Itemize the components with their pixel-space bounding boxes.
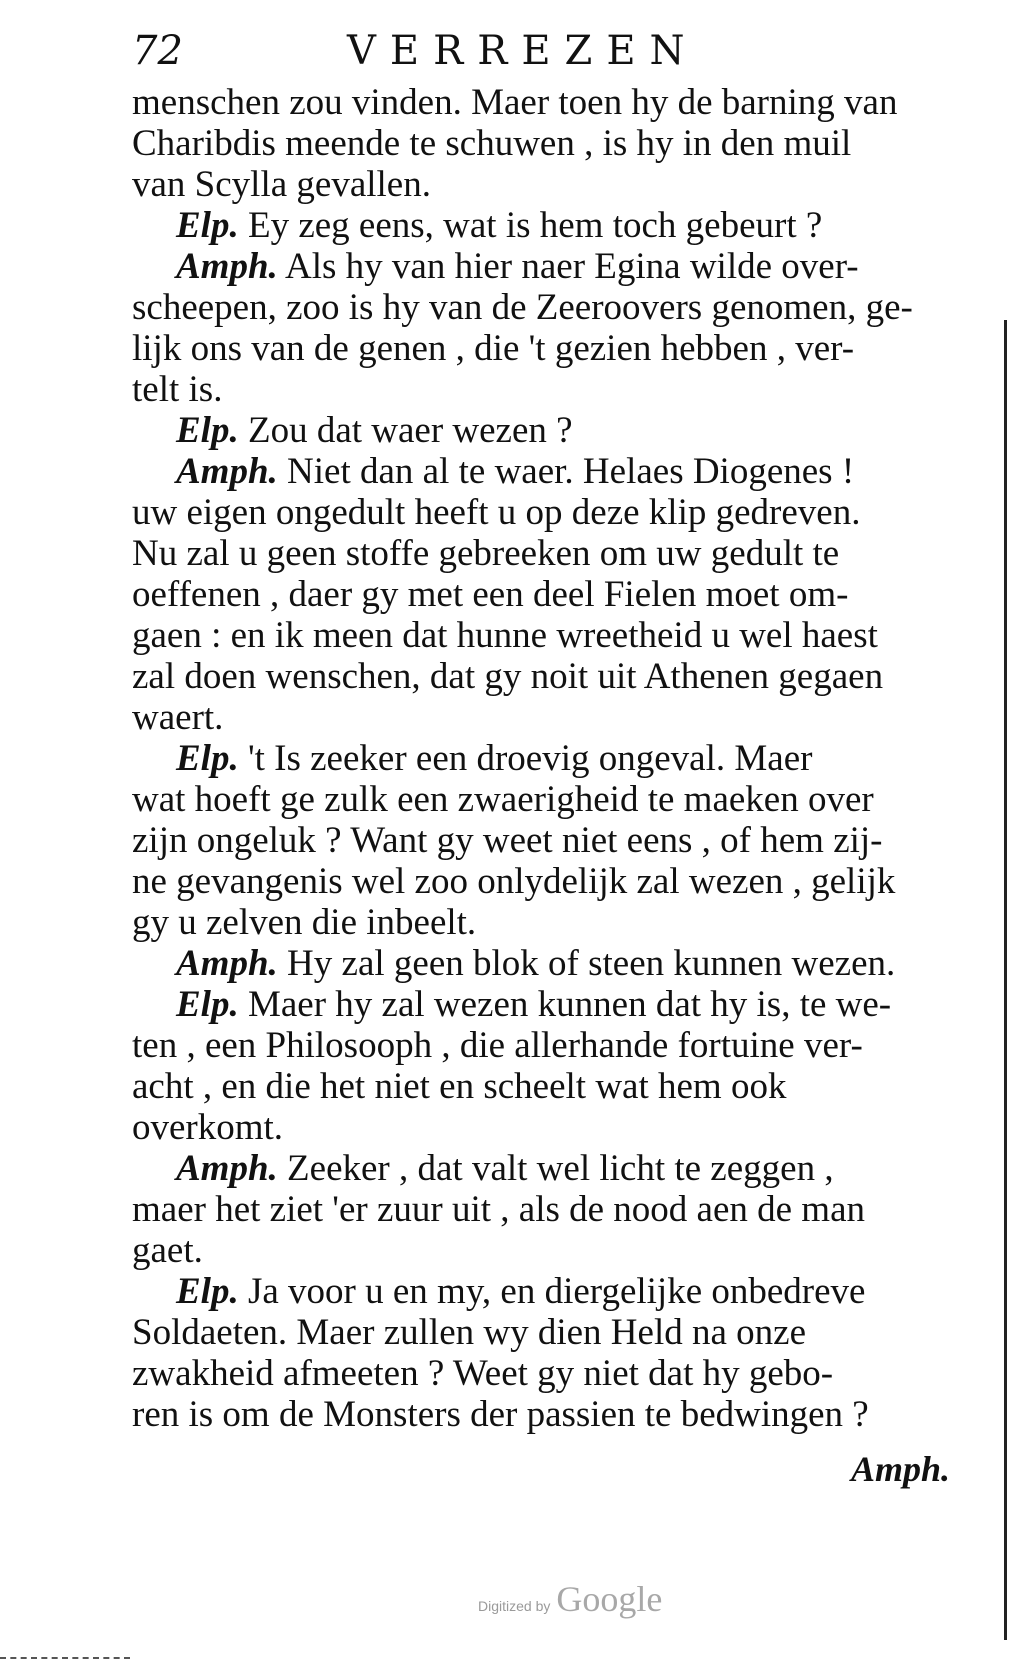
- text-line: Elp. Ja voor u en my, en diergelijke onbedreve: [176, 1271, 866, 1312]
- speaker-label: Elp.: [176, 410, 239, 451]
- speaker-label: Amph.: [176, 451, 278, 492]
- text-line: ren is om de Monsters der passien te bedwingen ?: [132, 1394, 869, 1435]
- speaker-label: Elp.: [176, 738, 239, 779]
- text-line: telt is.: [132, 369, 223, 410]
- text-line: Soldaeten. Maer zullen wy dien Held na onze: [132, 1312, 806, 1353]
- text-line: gy u zelven die inbeelt.: [132, 902, 477, 943]
- text-line: gaet.: [132, 1230, 203, 1271]
- page-edge-rule: [1004, 320, 1007, 1640]
- text-line: uw eigen ongedult heeft u op deze klip gedreven.: [132, 492, 861, 533]
- text-line: Amph. Als hy van hier naer Egina wilde over-: [176, 246, 859, 287]
- text-line: Elp. Zou dat waer wezen ?: [176, 410, 573, 451]
- text-line: wat hoeft ge zulk een zwaerigheid te maeken over: [132, 779, 874, 820]
- speaker-label: Amph.: [176, 1148, 278, 1189]
- running-title: VERREZEN: [347, 28, 699, 74]
- text-line: ne gevangenis wel zoo onlydelijk zal wezen , gelijk: [132, 861, 896, 902]
- text-line: lijk ons van de genen , die 't gezien hebben , ver-: [132, 328, 855, 369]
- text-line: Elp. Maer hy zal wezen kunnen dat hy is, te we-: [176, 984, 892, 1025]
- text-line: Elp. Ey zeg eens, wat is hem toch gebeurt ?: [176, 205, 823, 246]
- text-line: Elp. 't Is zeeker een droevig ongeval. Maer: [176, 738, 813, 779]
- catchword: Amph.: [850, 1449, 950, 1489]
- text-line: zal doen wenschen, dat gy noit uit Athenen gegaen: [132, 656, 884, 697]
- text-line: Amph. Zeeker , dat valt wel licht te zeggen ,: [176, 1148, 834, 1189]
- speaker-label: Elp.: [176, 1271, 239, 1312]
- digitized-by-label: Digitized by: [478, 1598, 551, 1614]
- text-line: oeffenen , daer gy met een deel Fielen moet om-: [132, 574, 849, 615]
- text-line: maer het ziet 'er zuur uit , als de nood aen de man: [132, 1189, 866, 1230]
- text-line: zwakheid afmeeten ? Weet gy niet dat hy gebo-: [132, 1353, 834, 1394]
- speaker-label: Elp.: [176, 205, 239, 246]
- page-number: 72: [132, 28, 183, 74]
- text-line: zijn ongeluk ? Want gy weet niet eens , of hem zij-: [132, 820, 883, 861]
- page-header: [132, 28, 912, 78]
- speaker-label: Amph.: [176, 943, 278, 984]
- body-text: [132, 82, 913, 1435]
- text-line: Charibdis meende te schuwen , is hy in den muil: [132, 123, 852, 164]
- scan-edge-dash: [0, 1657, 130, 1661]
- text-line: menschen zou vinden. Maer toen hy de barning van: [132, 82, 898, 123]
- text-line: scheepen, zoo is hy van de Zeeroovers genomen, ge-: [132, 287, 913, 328]
- digitized-watermark: [478, 1578, 662, 1620]
- speaker-label: Amph.: [176, 246, 278, 287]
- text-line: waert.: [132, 697, 224, 738]
- google-logo: Google: [556, 1579, 663, 1619]
- speaker-label: Elp.: [176, 984, 239, 1025]
- text-line: van Scylla gevallen.: [132, 164, 431, 205]
- text-line: acht , en die het niet en scheelt wat hem ook: [132, 1066, 787, 1107]
- text-line: Nu zal u geen stoffe gebreeken om uw gedult te: [132, 533, 840, 574]
- text-line: overkomt.: [132, 1107, 284, 1148]
- text-line: ten , een Philosooph , die allerhande fortuine ver-: [132, 1025, 863, 1066]
- text-line: Amph. Hy zal geen blok of steen kunnen wezen.: [176, 943, 896, 984]
- text-line: gaen : en ik meen dat hunne wreetheid u wel haest: [132, 615, 878, 656]
- text-line: Amph. Niet dan al te waer. Helaes Diogenes !: [176, 451, 855, 492]
